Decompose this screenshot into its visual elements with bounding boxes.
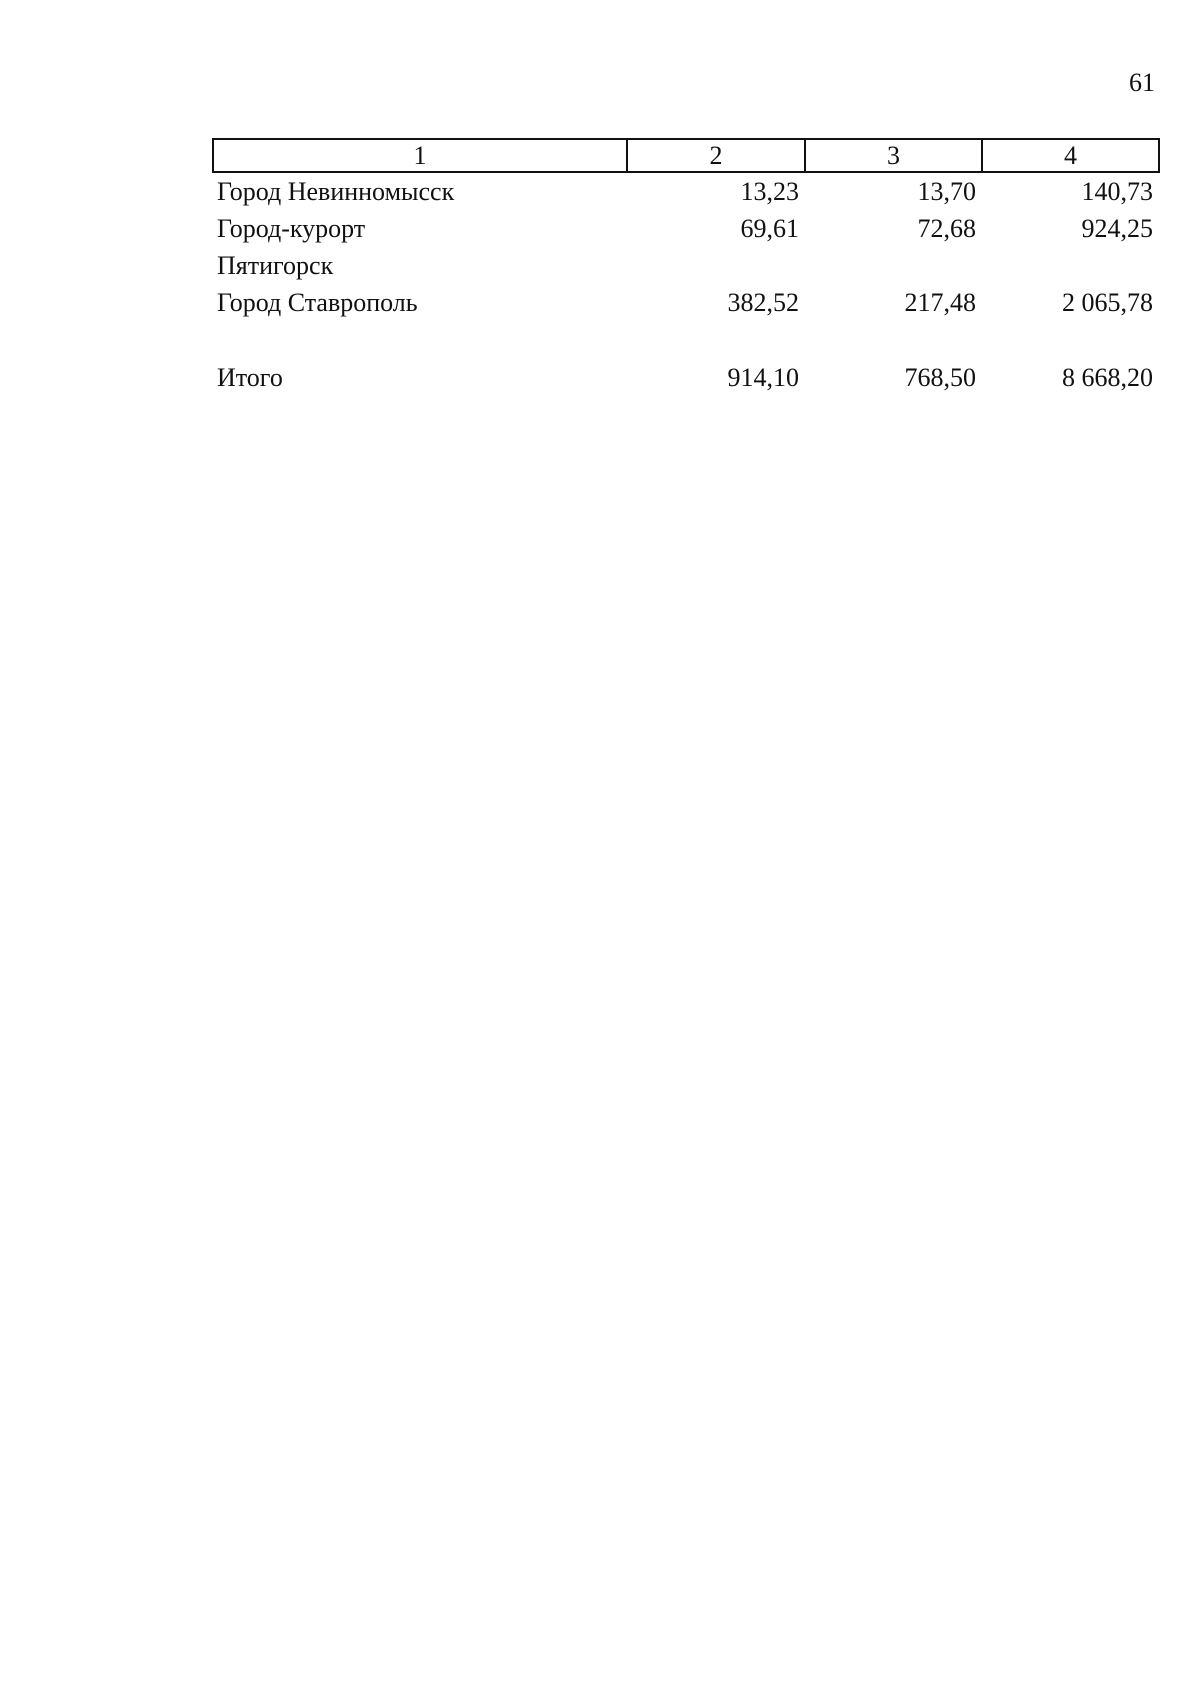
value-cell-3: 72,68 [917,214,976,243]
column-header-2: 2 [627,139,805,172]
value-cell-2 [627,247,805,284]
row-name-cell: Город-курорт [217,214,366,243]
page-number: 61 [1129,68,1155,97]
table-spacer-row [213,321,1159,359]
table-row [213,210,1159,247]
total-value-cell-2: 914,10 [727,363,799,392]
row-name-cell: Город Ставрополь [217,288,418,317]
table-row [213,284,1159,321]
value-cell-3: 217,48 [904,288,976,317]
value-cell-4: 924,25 [1081,214,1153,243]
spacer-cell [982,321,1159,359]
row-name-cell: Город Невинномысск [217,177,455,206]
total-value-cell-3: 768,50 [904,363,976,392]
value-cell-2: 13,23 [740,177,799,206]
value-cell-2: 69,61 [740,214,799,243]
data-table [212,138,1160,396]
table-total-row [213,359,1159,396]
total-value-cell-4: 8 668,20 [1062,363,1153,392]
table-row [213,172,1159,210]
value-cell-2: 382,52 [727,288,799,317]
row-name-cell: Пятигорск [217,251,334,280]
column-header-4: 4 [982,139,1159,172]
value-cell-4: 2 065,78 [1062,288,1153,317]
spacer-cell [213,321,627,359]
column-header-1: 1 [213,139,627,172]
table-header-row [213,139,1159,172]
value-cell-3 [805,247,982,284]
value-cell-3: 13,70 [917,177,976,206]
total-label-cell: Итого [217,363,283,392]
table-row [213,247,1159,284]
value-cell-4 [982,247,1159,284]
spacer-cell [627,321,805,359]
spacer-cell [805,321,982,359]
data-table-container [212,138,1158,396]
column-header-3: 3 [805,139,982,172]
value-cell-4: 140,73 [1081,177,1153,206]
